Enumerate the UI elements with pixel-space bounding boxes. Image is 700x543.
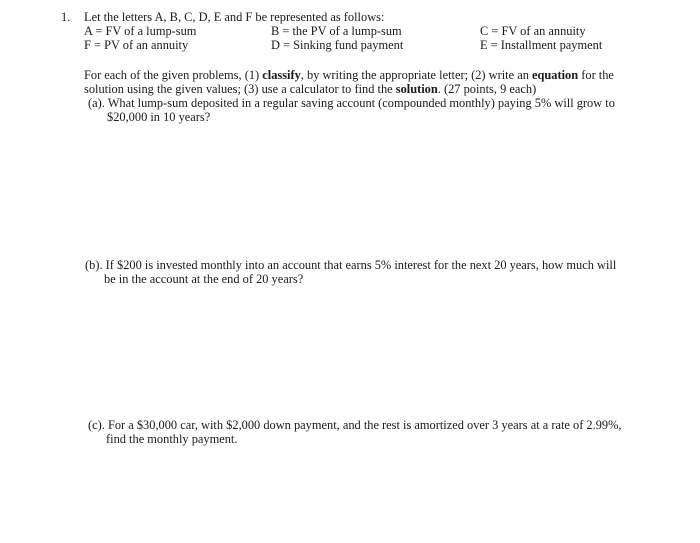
definition-b: B = the PV of a lump-sum	[271, 24, 402, 38]
definition-f: F = PV of an annuity	[84, 38, 189, 52]
part-b-line-2: be in the account at the end of 20 years?	[104, 272, 304, 286]
instr-text: , by writing the appropriate letter; (2) write an	[300, 68, 533, 82]
question-intro: Let the letters A, B, C, D, E and F be represented as follows:	[84, 10, 385, 24]
instructions-line-2	[84, 82, 536, 96]
instr-classify-bold: classify	[262, 68, 301, 82]
definition-a: A = FV of a lump-sum	[84, 24, 197, 38]
instr-equation-bold: equation	[532, 68, 579, 82]
definition-c: C = FV of an annuity	[480, 24, 586, 38]
instr-text: For each of the given problems, (1)	[84, 68, 263, 82]
question-number: 1.	[61, 10, 71, 24]
part-a-line-1: (a). What lump-sum deposited in a regular saving account (compounded monthly) paying 5% will grow to	[88, 96, 615, 110]
part-a-line-2: $20,000 in 10 years?	[107, 110, 211, 124]
instructions-line-1	[84, 68, 614, 82]
instr-text: solution using the given values; (3) use a calculator to find the	[84, 82, 396, 96]
part-b-line-1: (b). If $200 is invested monthly into an account that earns 5% interest for the next 20 years, how much will	[85, 258, 617, 272]
instr-text: for the	[578, 68, 614, 82]
instr-text: . (27 points, 9 each)	[437, 82, 537, 96]
part-c-line-1: (c). For a $30,000 car, with $2,000 down payment, and the rest is amortized over 3 years at a rate of 2.99%,	[88, 418, 622, 432]
part-c-line-2: find the monthly payment.	[106, 432, 238, 446]
definition-d: D = Sinking fund payment	[271, 38, 404, 52]
instr-solution-bold: solution	[395, 82, 438, 96]
definition-e: E = Installment payment	[480, 38, 603, 52]
